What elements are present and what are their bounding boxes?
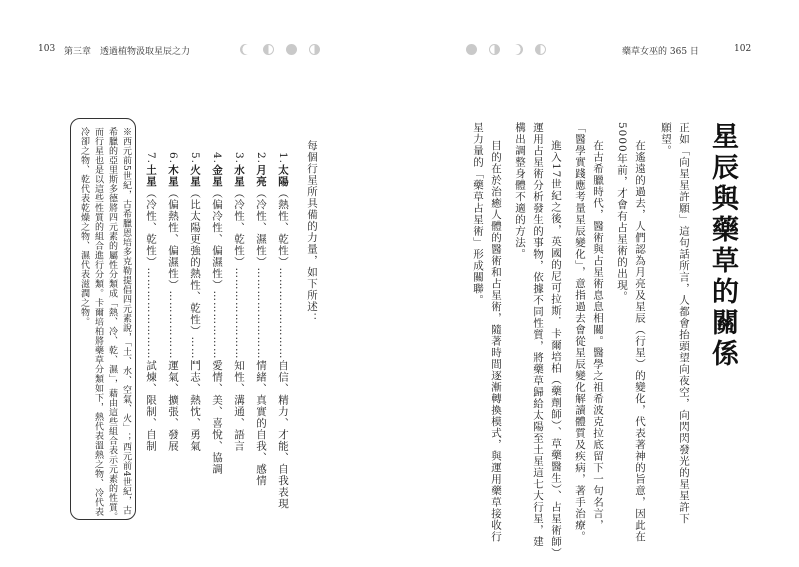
planet-item (254, 152, 269, 486)
right-moon-phases (466, 42, 546, 56)
planet-number: 6. (167, 152, 179, 165)
body-column: 「醫學實踐應考量星辰變化」，意指過去會從星辰變化解讀體質及疾病，著手治療。 (574, 122, 586, 543)
planet-item (166, 152, 181, 452)
waning-moon-icon (489, 44, 500, 55)
body-column: 進入17世紀之後，英國的尼可拉斯．卡爾培柏（藥劑師）、草藥醫生）、占星術師） (550, 140, 562, 559)
footnote-column: 冷卻之物、乾代表乾燥之物、濕代表滋潤之物。 (79, 127, 89, 327)
footnote-column: ※西元前5世紀，古希臘恩培多克勒提倡四元素說，「土、水、空氣、火」；西元前4世紀，古 (121, 127, 131, 515)
body-column: 在遙遠的過去，人們認為月亮及星辰（行星）的變化，代表著神的旨意，因此在 (634, 140, 646, 543)
full-moon-icon (286, 44, 297, 55)
body-column: 運用占星術分析發生的事物，依據不同性質，將藥草歸給太陽至土星這七大行星，建 (532, 122, 544, 548)
planet-traits: （熱性、乾性）……………………自信、精力、才能、自我表現 (277, 187, 289, 510)
planet-number: 1. (277, 152, 289, 165)
planets-intro: 每個行星所具備的力量，如下所述： (306, 140, 318, 324)
planet-name: 月亮 (255, 164, 267, 188)
planet-item (232, 152, 247, 452)
full-moon-icon (466, 44, 477, 55)
body-column: 構出調整身體不適的方法。 (514, 122, 526, 260)
planet-traits: （偏熱性、偏濕性）………………運氣、擴張、發展 (167, 187, 179, 452)
planet-name: 金星 (211, 164, 223, 188)
planet-traits: （偏冷性、偏濕性）………………愛情、美、喜悅、協調 (211, 187, 223, 475)
footnote-box (70, 118, 136, 520)
planet-number: 7. (145, 152, 157, 165)
body-column: 在古希臘時代，醫術與占星術息息相關。醫學之祖希波克拉底留下一句名言， (592, 140, 604, 531)
planet-number: 2. (255, 152, 267, 165)
right-page-number: 102 (734, 44, 752, 54)
planet-name: 太陽 (277, 164, 289, 188)
crescent-moon-icon (512, 44, 523, 55)
planet-traits: （冷性、乾性）……………………試煉、限制、自制 (145, 187, 157, 452)
planet-traits: （冷性、乾性）……………………知性、溝通、語言 (233, 187, 245, 452)
page-title: 星辰與藥草的關係 (707, 122, 738, 370)
planet-item (276, 152, 291, 509)
left-chapter-header: 第三章 透過植物汲取星辰之力 (64, 47, 191, 57)
planet-number: 5. (189, 152, 201, 165)
planet-name: 木星 (167, 164, 179, 188)
planet-name: 火星 (189, 164, 201, 188)
waning-moon-icon (309, 44, 320, 55)
crescent-moon-icon (240, 44, 251, 55)
planet-traits: （冷性、濕性）……………………情緒、真實的自我、感情 (255, 187, 267, 487)
body-column: 星力量的「藥草占星術」形成關聯。 (472, 122, 484, 306)
footnote-column: 而行星也是以這些性質的組合進行分類。卡爾培柏將藥草分類如下，熱代表溫熱之物、冷代表 (93, 127, 103, 517)
body-column: 目的在於治癒人體的醫術和占星術，隨著時間逐漸轉換模式，與運用藥草接收行 (490, 140, 502, 543)
planet-name: 水星 (233, 164, 245, 188)
planet-number: 4. (211, 152, 223, 165)
body-column: 5000年前，才會有占星術的出現。 (616, 122, 628, 303)
planet-traits: （比太陽更強的熱性、乾性）……鬥志、熱忱、勇氣 (189, 187, 201, 452)
left-moon-phases (240, 42, 320, 56)
planet-item (188, 152, 203, 452)
footnote-column: 希臘的亞里斯多德將四元素的屬性分類成「熱、冷、乾、濕」，藉由這些組合表示元素的性質。 (107, 127, 117, 522)
planet-item (210, 152, 225, 475)
planet-number: 3. (233, 152, 245, 165)
body-column: 正如「向星星許願」這句話所言，人都會抬頭望向夜空，向閃閃發光的星星許下 (678, 122, 690, 525)
half-moon-icon (535, 44, 546, 55)
left-page-number: 103 (38, 44, 56, 54)
body-column: 願望。 (660, 122, 672, 157)
planet-name: 土星 (145, 164, 157, 188)
half-moon-icon (263, 44, 274, 55)
right-book-title: 藥草女巫的 365 日 (622, 47, 699, 57)
planet-item (144, 152, 159, 452)
